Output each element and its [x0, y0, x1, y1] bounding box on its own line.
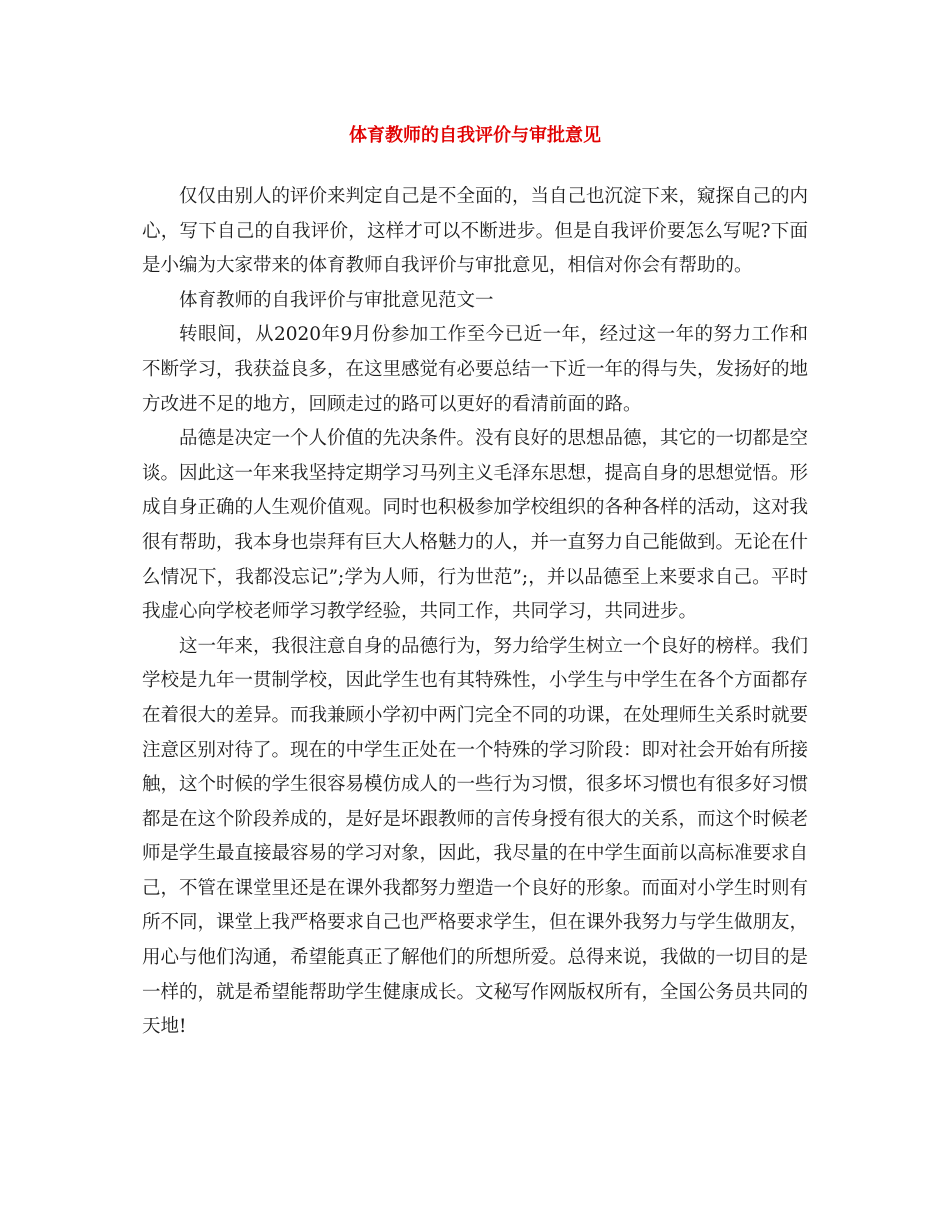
intro-paragraph: 仅仅由别人的评价来判定自己是不全面的，当自己也沉淀下来，窥探自己的内心，写下自己的自我评价，这样才可以不断进步。但是自我评价要怎么写呢?下面是小编为大家带来的体育教师自我评价与审批意见，相信对你会有帮助的。 — [142, 186, 809, 277]
body-paragraph-1: 转眼间，从2020年9月份参加工作至今已近一年，经过这一年的努力工作和不断学习，我获益良多，在这里感觉有必要总结一下近一年的得与失，发扬好的地方改进不足的地方，回顾走过的路可以更好的看清前面的路。 — [142, 324, 809, 415]
section-heading: 体育教师的自我评价与审批意见范文一 — [179, 289, 494, 311]
document-title: 体育教师的自我评价与审批意见 — [349, 125, 601, 146]
body-paragraph-3: 这一年来，我很注意自身的品德行为，努力给学生树立一个良好的榜样。我们学校是九年一贯制学校，因此学生也有其特殊性，小学生与中学生在各个方面都存在着很大的差异。而我兼顾小学初中两门完全不同的功课，在处理师生关系时就要注意区别对待了。现在的中学生正处在一个特殊的学习阶段：即对社会开始有所接触，这个时候的学生很容易模仿成人的一些行为习惯，很多坏习惯也有很多好习惯都是在这个阶段养成的，是好是坏跟教师的言传身授有很大的关系，而这个时候老师是学生最直接最容易的学习对象，因此，我尽量的在中学生面前以高标准要求自己，不管在课堂里还是在课外我都努力塑造一个良好的形象。而面对小学生时则有所不同，课堂上我严格要求自己也严格要求学生，但在课外我努力与学生做朋友，用心与他们沟通，希望能真正了解他们的所想所爱。总得来说，我做的一切目的是一样的，就是希望能帮助学生健康成长。文秘写作网版权所有，全国公务员共同的天地! — [142, 635, 809, 1038]
body-paragraph-2: 品德是决定一个人价值的先决条件。没有良好的思想品德，其它的一切都是空谈。因此这一年来我坚持定期学习马列主义毛泽东思想，提高自身的思想觉悟。形成自身正确的人生观价值观。同时也积极参加学校组织的各种各样的活动，这对我很有帮助，我本身也崇拜有巨大人格魅力的人，并一直努力自己能做到。无论在什么情况下，我都没忘记”;学为人师，行为世范”;，并以品德至上来要求自己。平时我虚心向学校老师学习教学经验，共同工作，共同学习，共同进步。 — [142, 428, 809, 623]
document-body — [142, 180, 808, 1045]
